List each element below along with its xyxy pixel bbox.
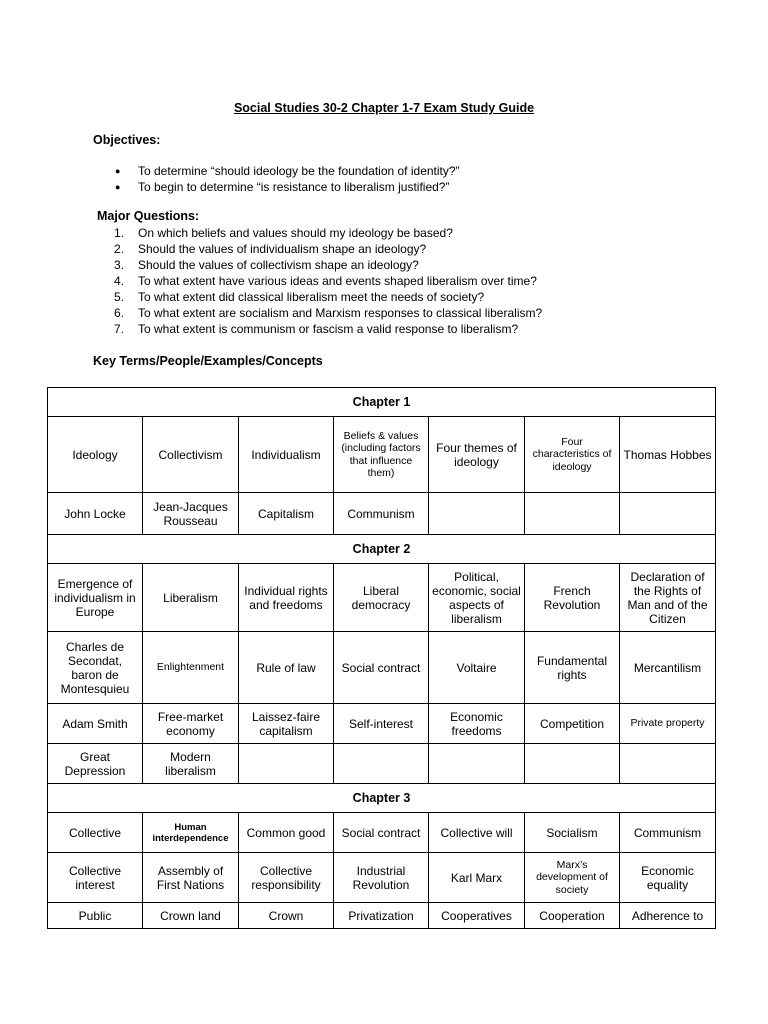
term-cell (429, 493, 525, 535)
objectives-heading: Objectives: (93, 133, 161, 147)
term-cell (525, 493, 620, 535)
term-cell: Socialism (525, 813, 620, 853)
term-cell: Emergence of individualism in Europe (48, 564, 143, 632)
table-row (48, 417, 716, 493)
term-cell: Fundamental rights (525, 632, 620, 704)
key-terms-table (47, 387, 716, 929)
term-cell: Adherence to (620, 903, 716, 929)
term-cell: Individualism (239, 417, 334, 493)
term-cell: Laissez-faire capitalism (239, 704, 334, 744)
term-cell: Rule of law (239, 632, 334, 704)
term-cell: Social contract (334, 632, 429, 704)
term-cell: Declaration of the Rights of Man and of the Citizen (620, 564, 716, 632)
term-cell: Thomas Hobbes (620, 417, 716, 493)
term-cell: Collectivism (143, 417, 239, 493)
term-cell: Human interdependence (143, 813, 239, 853)
term-cell: Modern liberalism (143, 744, 239, 784)
term-cell: Individual rights and freedoms (239, 564, 334, 632)
term-cell: John Locke (48, 493, 143, 535)
table-row (48, 704, 716, 744)
major-questions-list (100, 225, 542, 337)
document-title: Social Studies 30-2 Chapter 1-7 Exam Study Guide (233, 101, 535, 115)
term-cell: Economic freedoms (429, 704, 525, 744)
term-cell (525, 744, 620, 784)
term-cell: Privatization (334, 903, 429, 929)
term-cell: Cooperatives (429, 903, 525, 929)
term-cell: Crown (239, 903, 334, 929)
table-row (48, 564, 716, 632)
chapter-row (48, 535, 716, 564)
question-item: 3. Should the values of collectivism shape an ideology? (114, 258, 419, 272)
term-cell: Political, economic, social aspects of liberalism (429, 564, 525, 632)
term-cell: Beliefs & values (including factors that influence them) (334, 417, 429, 493)
term-cell: Public (48, 903, 143, 929)
term-cell: Assembly of First Nations (143, 853, 239, 903)
question-item: 2. Should the values of individualism shape an ideology? (114, 242, 427, 256)
term-cell: Mercantilism (620, 632, 716, 704)
term-cell: Economic equality (620, 853, 716, 903)
term-cell: Free-market economy (143, 704, 239, 744)
term-cell: Four themes of ideology (429, 417, 525, 493)
term-cell: French Revolution (525, 564, 620, 632)
term-cell: Collective responsibility (239, 853, 334, 903)
objectives-list (100, 163, 460, 195)
chapter-row (48, 784, 716, 813)
term-cell: Karl Marx (429, 853, 525, 903)
table-row (48, 493, 716, 535)
term-cell (620, 744, 716, 784)
term-cell: Four characteristics of ideology (525, 417, 620, 493)
table-row (48, 903, 716, 929)
term-cell: Jean-Jacques Rousseau (143, 493, 239, 535)
term-cell (620, 493, 716, 535)
term-cell: Private property (620, 704, 716, 744)
term-cell: Ideology (48, 417, 143, 493)
term-cell: Communism (334, 493, 429, 535)
term-cell: Collective (48, 813, 143, 853)
term-cell: Communism (620, 813, 716, 853)
term-cell: Voltaire (429, 632, 525, 704)
term-cell: Liberalism (143, 564, 239, 632)
term-cell (334, 744, 429, 784)
term-cell: Capitalism (239, 493, 334, 535)
chapter-label: Chapter 3 (48, 784, 716, 813)
term-cell (429, 744, 525, 784)
chapter-label: Chapter 2 (48, 535, 716, 564)
term-cell: Cooperation (525, 903, 620, 929)
term-cell: Social contract (334, 813, 429, 853)
term-cell: Competition (525, 704, 620, 744)
table-row (48, 853, 716, 903)
question-item: 6. To what extent are socialism and Marxism responses to classical liberalism? (114, 306, 543, 320)
term-cell: Self-interest (334, 704, 429, 744)
term-cell: Liberal democracy (334, 564, 429, 632)
question-item: 7. To what extent is communism or fascism a valid response to liberalism? (114, 322, 519, 336)
major-questions-heading: Major Questions: (97, 209, 200, 223)
term-cell: Marx’s development of society (525, 853, 620, 903)
table-row (48, 744, 716, 784)
term-cell: Charles de Secondat, baron de Montesquieu (48, 632, 143, 704)
term-cell: Adam Smith (48, 704, 143, 744)
objective-item: ● To begin to determine “is resistance to liberalism justified?” (100, 179, 460, 195)
key-terms-heading: Key Terms/People/Examples/Concepts (93, 354, 323, 368)
term-cell: Industrial Revolution (334, 853, 429, 903)
question-item: 1. On which beliefs and values should my ideology be based? (114, 226, 453, 240)
term-cell: Collective interest (48, 853, 143, 903)
term-cell: Crown land (143, 903, 239, 929)
question-item: 4. To what extent have various ideas and events shaped liberalism over time? (114, 274, 537, 288)
term-cell (239, 744, 334, 784)
objective-item: ● To determine “should ideology be the foundation of identity?” (100, 163, 460, 179)
table-row (48, 632, 716, 704)
term-cell: Common good (239, 813, 334, 853)
question-item: 5. To what extent did classical liberalism meet the needs of society? (114, 290, 485, 304)
chapter-label: Chapter 1 (48, 388, 716, 417)
table-row (48, 813, 716, 853)
term-cell: Collective will (429, 813, 525, 853)
chapter-row (48, 388, 716, 417)
term-cell: Great Depression (48, 744, 143, 784)
term-cell: Enlightenment (143, 632, 239, 704)
